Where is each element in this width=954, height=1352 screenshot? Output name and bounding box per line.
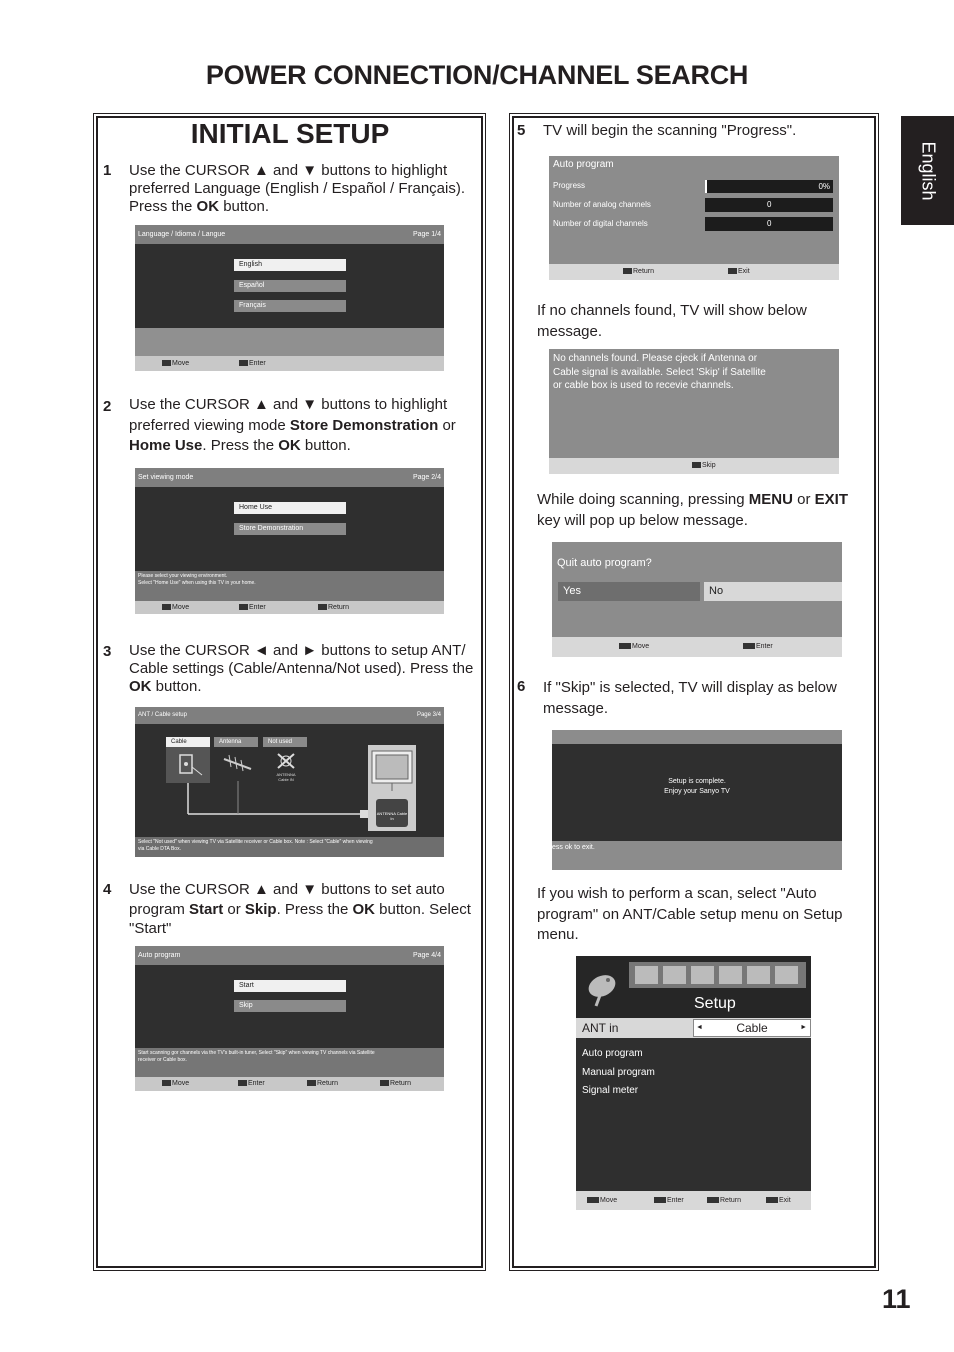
step-number: 2 [103,398,112,415]
menu-item-auto-program[interactable]: Auto program [582,1048,643,1059]
step-4-text: Use the CURSOR ▲ and ▼ buttons to set auto program Start or Skip. Press the OK button. Select "Start" [129,881,471,937]
yes-button[interactable]: Yes [558,582,700,601]
menu-item-skip[interactable]: Skip [234,1000,346,1012]
setup-menu-items [582,1045,655,1101]
arrows-icon [162,1080,171,1086]
screen-note: Select "Not used" when viewing TV via Satellite receiver or Cable box. Note : Select "Cable" when viewing via Cable DTA Box. [135,837,444,857]
auto-program-setup-screen: Auto program Page 4/4 Start Skip Start scanning gor channels via the TV's built-in tuner, Select "Skip" when viewing TV channels via Satellite receiver or Cable box. Move Enter Return Return [135,946,444,1091]
progress-bar: 0% [705,180,833,193]
audio-icon[interactable] [663,966,686,984]
no-signal-icon: ANTENNA Cable IN [273,751,299,781]
ok-icon [692,462,701,468]
step-number: 6 [517,678,526,695]
ok-icon [239,360,248,366]
screen-message: No channels found. Please cjeck if Antenna or Cable signal is available. Select 'Skip' if Satellite or cable box is used to recevie channels. [553,353,766,391]
ok-icon [654,1197,666,1203]
step-number: 1 [103,162,112,179]
step-number: 3 [103,643,112,660]
step-6-text: If "Skip" is selected, TV will display as below message. [543,679,837,717]
exit-icon [380,1080,389,1086]
lock-icon[interactable] [719,966,742,984]
step-3-text: Use the CURSOR ◄ and ► buttons to setup ANT/ Cable settings (Cable/Antenna/Not used). Press the OK button. [129,642,474,695]
arrows-icon [587,1197,599,1203]
option-antenna[interactable]: Antenna [214,737,258,747]
options-icon[interactable] [775,966,798,984]
language-tab-label: English [918,140,938,201]
ok-icon [238,1080,247,1086]
option-not-used[interactable]: Not used [263,737,307,747]
menu-item-espanol[interactable]: Español [234,280,346,292]
ant-cable-screen: ANT / Cable setup Page 3/4 Cable Antenna Not used ANTENNA Cable IN ANTENNA Cable In Select "Not used" when viewing TV via Satellite receiver or Cable box. Note : Select "Cable" when viewing via Cable DTA Box. [135,707,444,857]
screen-header: Auto program [553,159,614,170]
right-arrow-icon: ► [800,1024,807,1031]
progress-label: Progress [553,181,586,190]
viewing-mode-screen: Set viewing mode Page 2/4 Home Use Store Demonstration Please select your viewing environment. Select "Home Use" when using this TV in your home. Move Enter Return [135,468,444,614]
exit-icon [728,268,737,274]
picture-icon[interactable] [635,966,658,984]
screen-header: Language / Idioma / Langue Page 1/4 [135,225,444,244]
no-channels-screen: No channels found. Please cjeck if Antenna or Cable signal is available. Select 'Skip' if Satellite or cable box is used to recevie channels. Skip [549,349,839,474]
no-channels-text: If no channels found, TV will show below message. [537,302,807,340]
complete-message: Setup is complete. Enjoy your Sanyo TV [664,778,730,795]
left-arrow-icon: ◄ [696,1024,703,1031]
scanning-note: While doing scanning, pressing MENU or EXIT key will pop up below message. [537,491,848,529]
ant-in-label: ANT in [582,1021,619,1035]
screen-note: Please select your viewing environment. Select "Home Use" when using this TV in your home. [135,571,444,601]
menu-icon [707,1197,719,1203]
menu-icon [307,1080,316,1086]
step-2-text: Use the CURSOR ▲ and ▼ buttons to highlight preferred viewing mode Store Demonstration or Home Use. Press the OK button. [129,396,456,454]
time-icon[interactable] [691,966,714,984]
setup-icon[interactable] [747,966,770,984]
menu-item-start[interactable]: Start [234,980,346,992]
connector-icon [360,810,368,818]
setup-menu-screen: Setup ANT in ◄ Cable ► Auto program Manual program Signal meter Move Enter Return Exit [576,956,811,1210]
step-5-text: TV will begin the scanning "Progress". [543,122,797,139]
analog-count: 0 [705,198,833,212]
exit-icon [766,1197,778,1203]
arrows-icon [619,643,631,649]
screen-footer: ess ok to exit. [552,841,842,870]
dialog-question: Quit auto program? [557,557,652,569]
step-number: 5 [517,122,526,139]
ant-in-value[interactable]: ◄ Cable ► [693,1019,811,1037]
ok-icon [239,604,248,610]
satellite-dish-icon [582,968,622,1010]
screen-footer: Move Enter [135,356,444,371]
arrows-icon [162,604,171,610]
menu-item-home-use[interactable]: Home Use [234,502,346,514]
menu-item-manual-program[interactable]: Manual program [582,1066,655,1078]
menu-item-signal-meter[interactable]: Signal meter [582,1085,639,1096]
analog-label: Number of analog channels [553,200,651,209]
ant-in-row[interactable] [576,1018,811,1038]
menu-item-english[interactable]: English [234,259,346,271]
language-tab [901,116,954,225]
page-title: POWER CONNECTION/CHANNEL SEARCH [205,60,749,90]
antenna-input-label: ANTENNA Cable In [376,799,408,827]
digital-label: Number of digital channels [553,219,648,228]
menu-icon [318,604,327,610]
menu-item-francais[interactable]: Français [234,300,346,312]
setup-complete-screen [552,730,842,870]
digital-count: 0 [705,217,833,231]
arrows-icon [162,360,171,366]
language-screen [135,225,444,371]
option-cable[interactable]: Cable [166,737,210,747]
menu-icon [623,268,632,274]
no-button[interactable]: No [704,582,842,601]
page-number: 11 [882,1284,911,1314]
menu-item-store-demo[interactable]: Store Demonstration [234,523,346,535]
section-heading: INITIAL SETUP [190,118,390,149]
tv-back-panel [368,745,416,831]
ok-icon [743,643,755,649]
menu-title: Setup [694,995,736,1012]
step-number: 4 [103,881,112,898]
progress-screen: Auto program Progress 0% Number of analog channels 0 Number of digital channels 0 Return Exit [549,156,839,280]
menu-icon-bar [629,962,806,988]
step-1-text: Use the CURSOR ▲ and ▼ buttons to highlight preferred Language (English / Español / Français). Press the OK button. [129,162,466,215]
scan-instructions: If you wish to perform a scan, select "Auto program" on ANT/Cable setup menu on Setup menu. [537,885,843,943]
quit-dialog: Quit auto program? Yes No Move Enter [552,542,842,657]
screen-note: Start scanning gor channels via the TV's built-in tuner, Select "Skip" when viewing TV channels via Satellite receiver or Cable box. [135,1048,444,1077]
